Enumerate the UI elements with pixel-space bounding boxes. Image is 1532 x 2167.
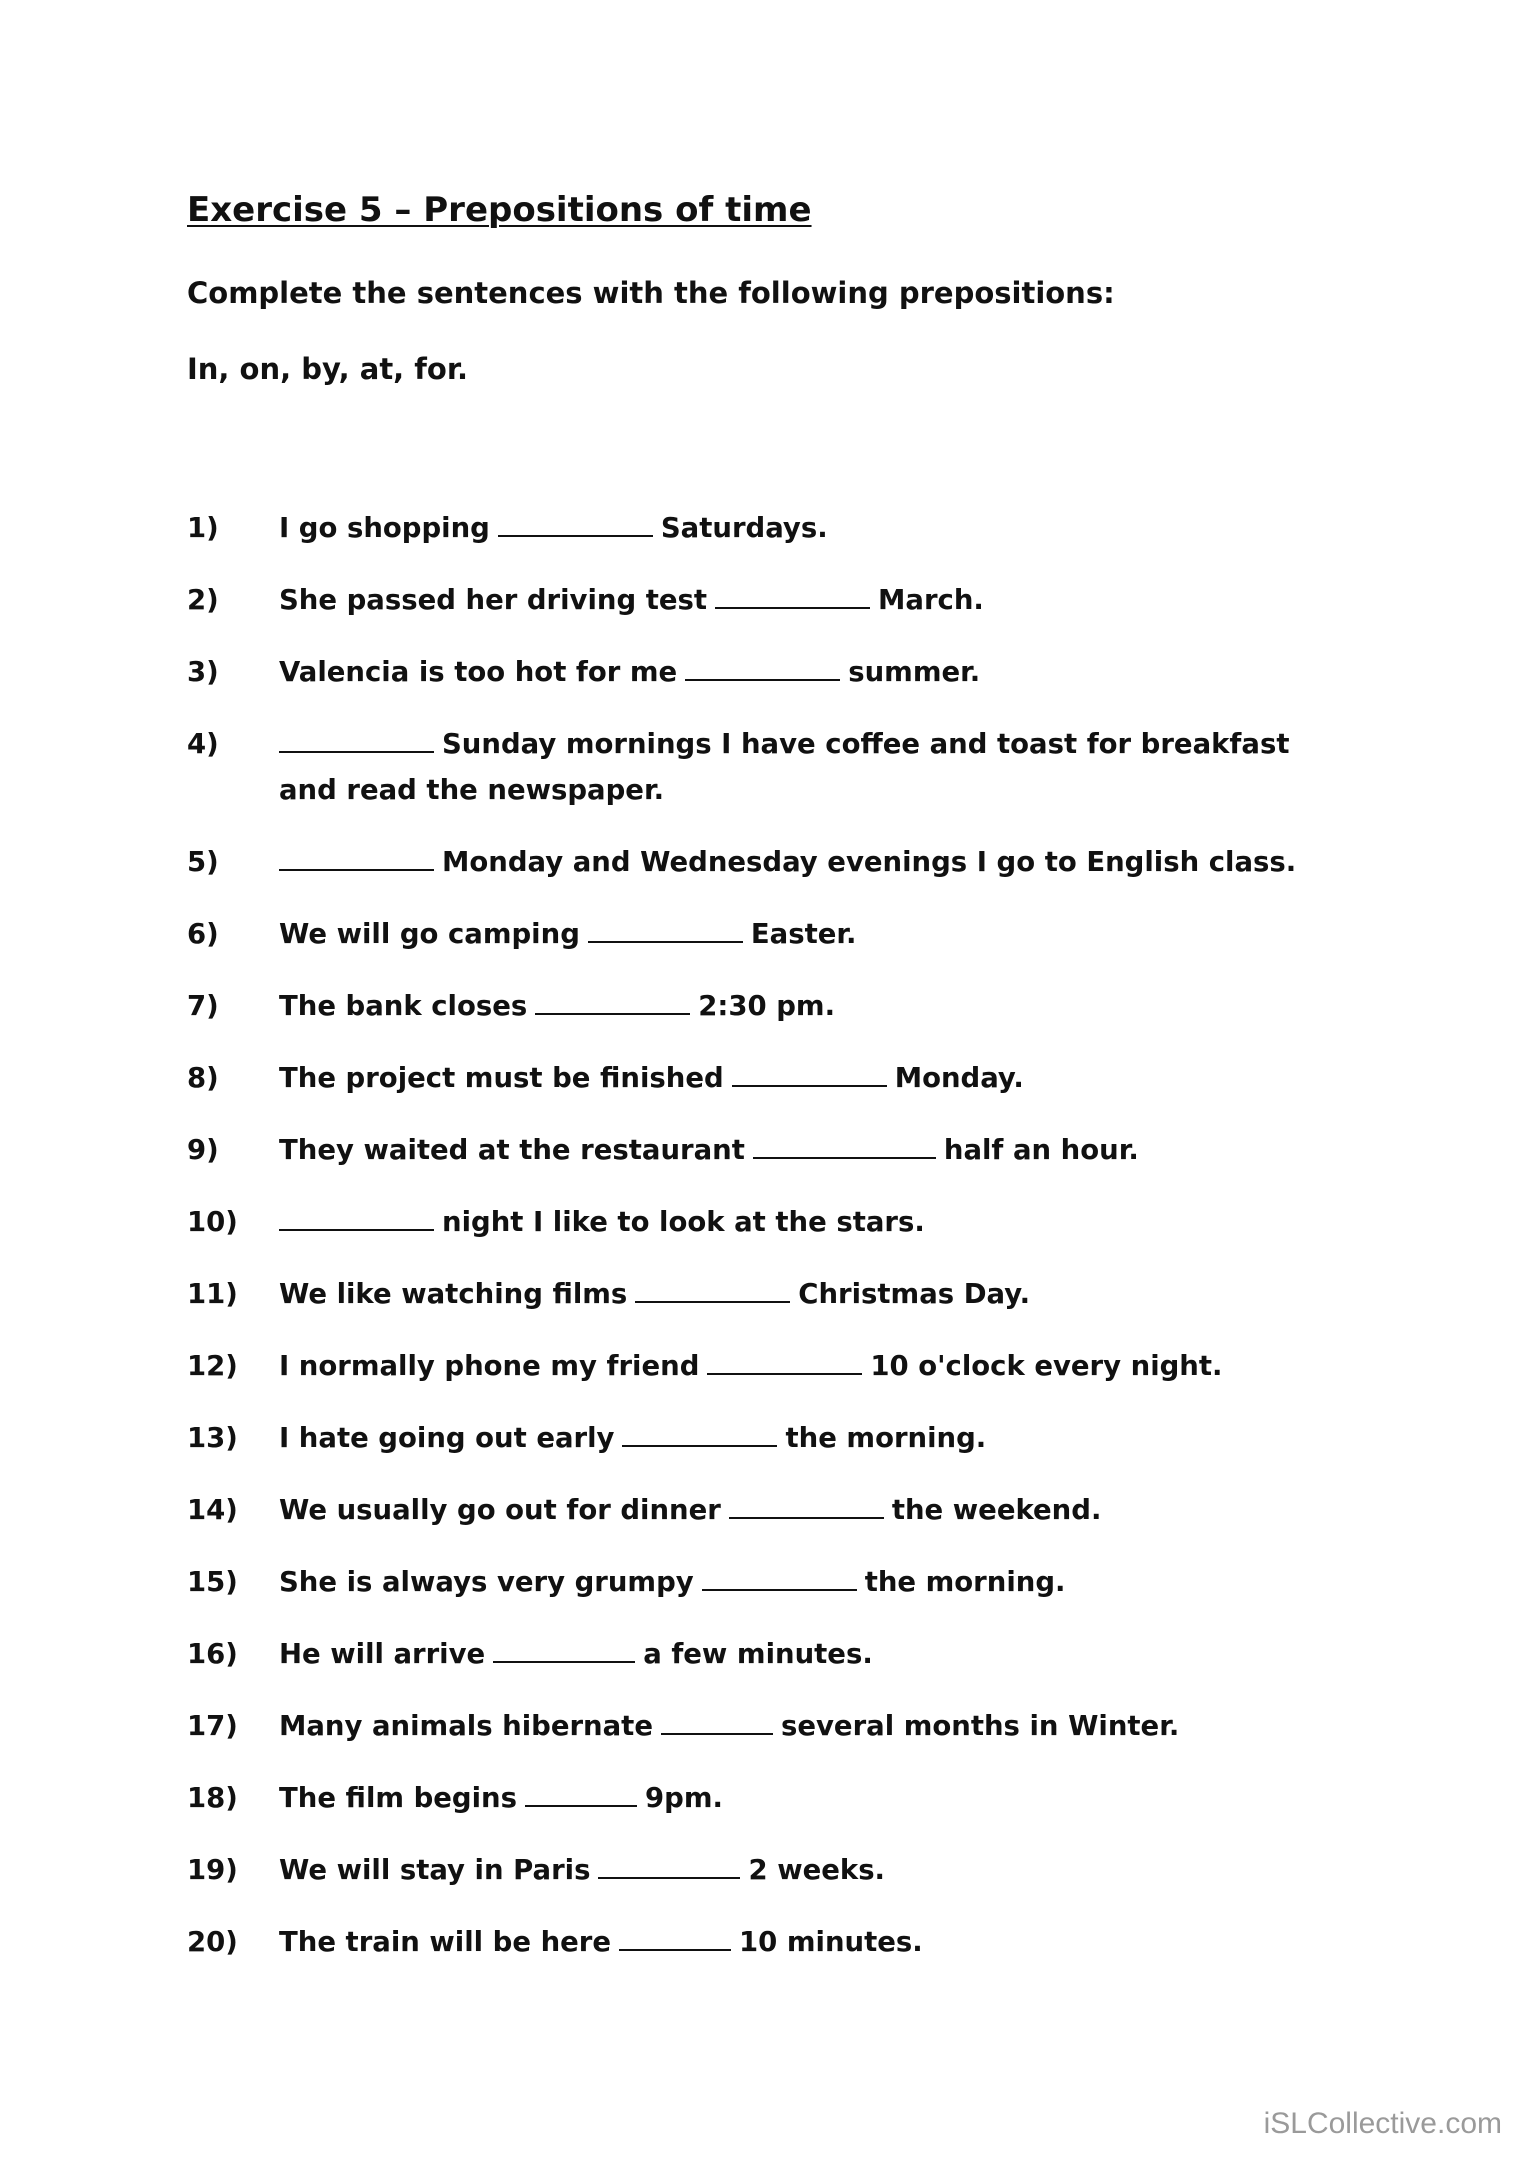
question-text-after: a few minutes.: [643, 1638, 873, 1670]
question-number: 18): [187, 1782, 238, 1814]
question-number: 16): [187, 1638, 238, 1670]
question-text-after: Christmas Day.: [798, 1278, 1031, 1310]
question-item: [187, 505, 1337, 551]
question-item: [187, 1559, 1337, 1605]
question-number: 6): [187, 918, 219, 950]
exercise-title: Exercise 5 – Prepositions of time: [187, 190, 812, 230]
question-item: [187, 1847, 1337, 1893]
question-text-before: I go shopping: [279, 512, 490, 544]
answer-blank[interactable]: [498, 505, 653, 537]
watermark: iSLCollective.com: [1263, 2107, 1502, 2140]
question-item: [187, 911, 1337, 957]
question-item: [187, 577, 1337, 623]
answer-blank[interactable]: [685, 649, 840, 681]
question-text-after: Saturdays.: [660, 512, 828, 544]
question-text-after: 10 minutes.: [739, 1926, 923, 1958]
question-text-before: The train will be here: [279, 1926, 612, 1958]
answer-blank[interactable]: [661, 1703, 773, 1735]
question-text-before: I normally phone my friend: [279, 1350, 700, 1382]
question-text-before: The film begins: [279, 1782, 517, 1814]
question-text-before: We will stay in Paris: [279, 1854, 591, 1886]
answer-blank[interactable]: [635, 1271, 790, 1303]
question-number: 4): [187, 728, 219, 760]
question-text-before: We like watching films: [279, 1278, 628, 1310]
question-number: 15): [187, 1566, 238, 1598]
question-text-after: 2:30 pm.: [698, 990, 836, 1022]
question-item: [187, 649, 1337, 695]
question-text-before: Valencia is too hot for me: [279, 656, 678, 688]
answer-blank[interactable]: [622, 1415, 777, 1447]
question-text-before: I hate going out early: [279, 1422, 615, 1454]
question-text-after: the weekend.: [891, 1494, 1102, 1526]
question-number: 17): [187, 1710, 238, 1742]
answer-blank[interactable]: [729, 1487, 884, 1519]
question-text-after: Monday and Wednesday evenings I go to English class.: [442, 846, 1297, 878]
question-item: [187, 1631, 1337, 1677]
answer-blank[interactable]: [279, 839, 434, 871]
question-text-after: the morning.: [864, 1566, 1066, 1598]
question-text-before: The project must be finished: [279, 1062, 724, 1094]
question-text-before: He will arrive: [279, 1638, 486, 1670]
question-text-after: night I like to look at the stars.: [442, 1206, 925, 1238]
answer-blank[interactable]: [598, 1847, 740, 1879]
question-text-after: several months in Winter.: [780, 1710, 1180, 1742]
preposition-word-list: In, on, by, at, for.: [187, 352, 469, 386]
question-text-before: She is always very grumpy: [279, 1566, 694, 1598]
answer-blank[interactable]: [732, 1055, 887, 1087]
answer-blank[interactable]: [588, 911, 743, 943]
question-item: [187, 1271, 1337, 1317]
question-number: 5): [187, 846, 219, 878]
question-item: [187, 1775, 1337, 1821]
answer-blank[interactable]: [715, 577, 870, 609]
question-text-before: They waited at the restaurant: [279, 1134, 745, 1166]
question-number: 12): [187, 1350, 238, 1382]
question-item: [187, 1919, 1337, 1965]
question-text-before: The bank closes: [279, 990, 528, 1022]
question-number: 19): [187, 1854, 238, 1886]
question-item: [187, 1055, 1337, 1101]
answer-blank[interactable]: [525, 1775, 637, 1807]
question-item: [187, 1703, 1337, 1749]
exercise-instruction: Complete the sentences with the following prepositions:: [187, 276, 1115, 310]
question-list: [187, 505, 1337, 1991]
question-number: 10): [187, 1206, 238, 1238]
question-text-after: 10 o'clock every night.: [870, 1350, 1223, 1382]
question-number: 1): [187, 512, 219, 544]
question-number: 3): [187, 656, 219, 688]
question-item: [187, 1343, 1337, 1389]
question-text-before: She passed her driving test: [279, 584, 708, 616]
question-text-before: We will go camping: [279, 918, 580, 950]
question-text-after: the morning.: [785, 1422, 987, 1454]
question-text-after: Sunday mornings I have coffee and toast for breakfast and read the newspaper.: [279, 728, 1290, 806]
question-text-before: Many animals hibernate: [279, 1710, 653, 1742]
question-text-after: summer.: [848, 656, 981, 688]
question-text-after: half an hour.: [943, 1134, 1139, 1166]
question-number: 7): [187, 990, 219, 1022]
question-text-after: 2 weeks.: [748, 1854, 886, 1886]
question-number: 13): [187, 1422, 238, 1454]
question-number: 20): [187, 1926, 238, 1958]
question-item: [187, 1127, 1337, 1173]
question-item: [187, 1487, 1337, 1533]
answer-blank[interactable]: [493, 1631, 635, 1663]
question-item: [187, 721, 1337, 813]
answer-blank[interactable]: [707, 1343, 862, 1375]
question-number: 8): [187, 1062, 219, 1094]
question-number: 14): [187, 1494, 238, 1526]
question-text-after: Monday.: [894, 1062, 1024, 1094]
answer-blank[interactable]: [702, 1559, 857, 1591]
question-text-after: 9pm.: [645, 1782, 723, 1814]
question-number: 9): [187, 1134, 219, 1166]
question-text-after: Easter.: [750, 918, 857, 950]
question-item: [187, 1415, 1337, 1461]
question-number: 11): [187, 1278, 238, 1310]
answer-blank[interactable]: [535, 983, 690, 1015]
question-item: [187, 983, 1337, 1029]
answer-blank[interactable]: [753, 1127, 936, 1159]
answer-blank[interactable]: [619, 1919, 731, 1951]
question-item: [187, 839, 1337, 885]
question-number: 2): [187, 584, 219, 616]
question-text-after: March.: [878, 584, 984, 616]
answer-blank[interactable]: [279, 721, 434, 753]
question-item: [187, 1199, 1337, 1245]
question-text-before: We usually go out for dinner: [279, 1494, 721, 1526]
answer-blank[interactable]: [279, 1199, 434, 1231]
